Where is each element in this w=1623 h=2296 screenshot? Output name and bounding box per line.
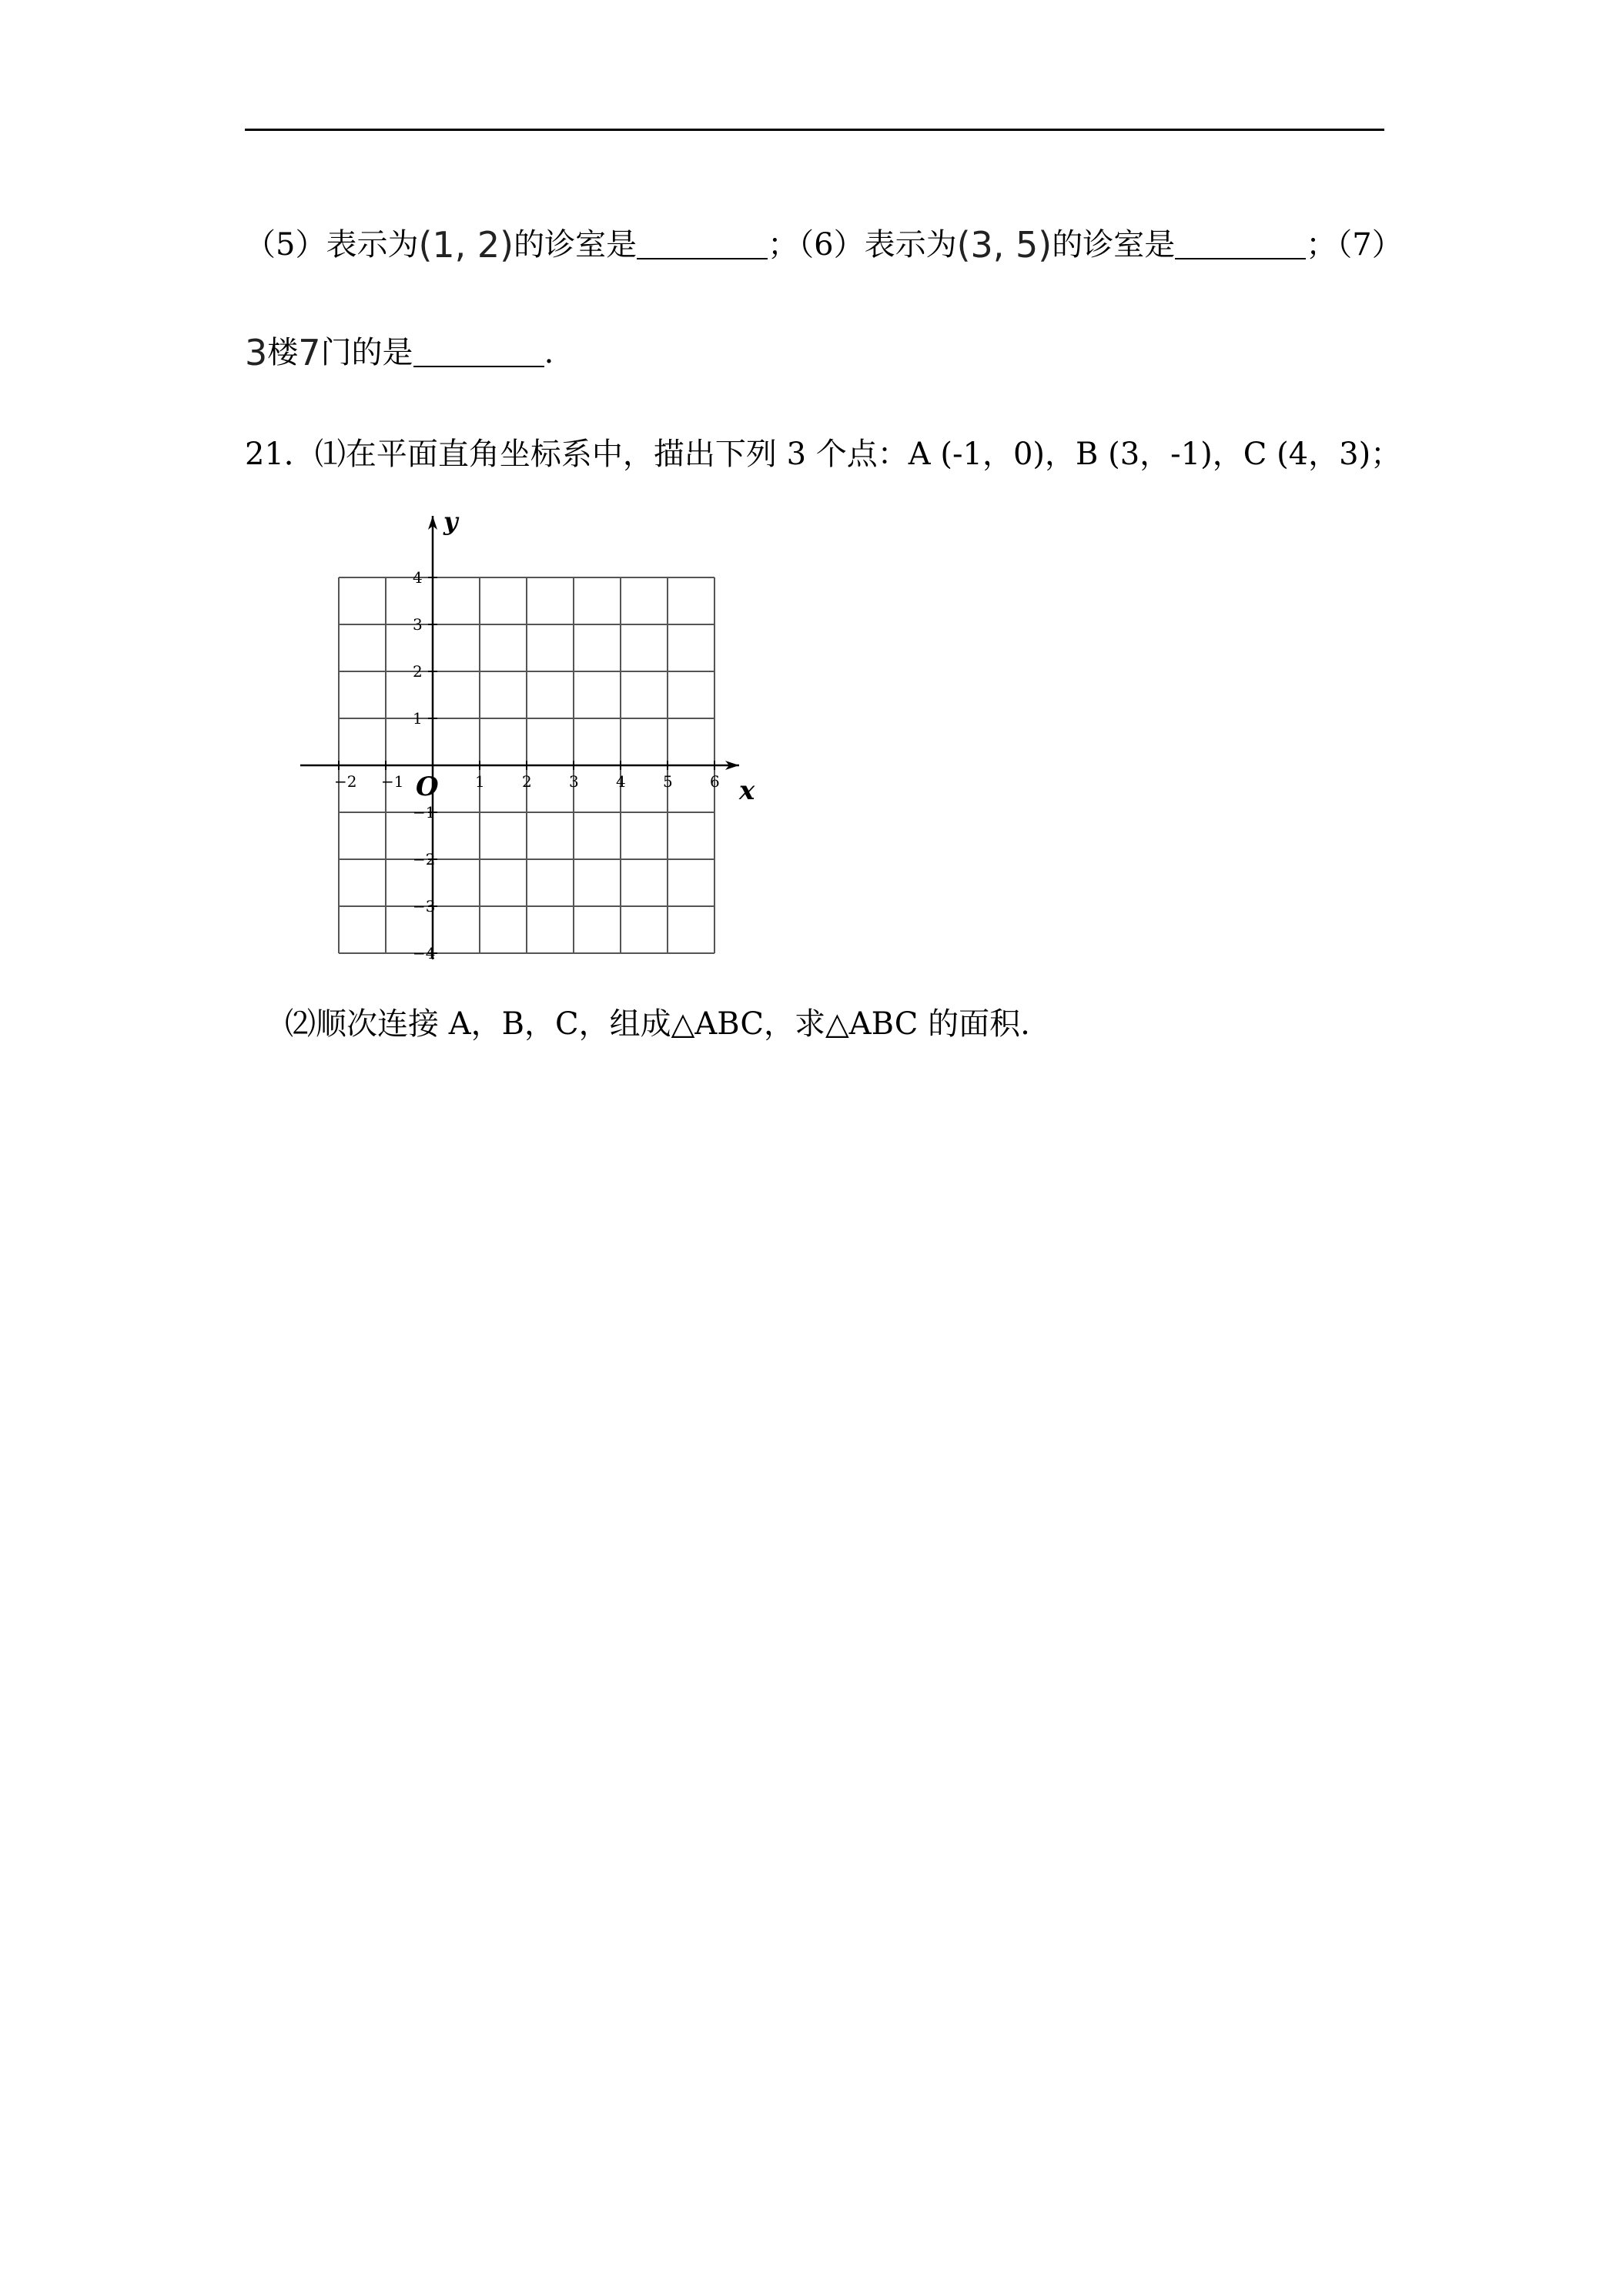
y-tick-label: 3 [413, 615, 423, 634]
part6-coord: (3, 5) [956, 224, 1052, 266]
separator-1: ； [768, 227, 799, 263]
q21-part1-text: ⑴在平面直角坐标系中，描出下列 3 个点：A (-1，0)，B (3，-1)，C (4，3)； [314, 437, 1402, 472]
y-tick-label: 2 [413, 662, 423, 681]
separator-2: ； [1306, 227, 1337, 263]
axes [300, 516, 739, 959]
part7-floor-number: 3 [245, 332, 268, 373]
q21-part1 [245, 431, 1401, 477]
answer-blank-6[interactable] [1175, 226, 1306, 259]
part7-suffix: 门的是 [320, 335, 413, 370]
y-tick-label: 1 [413, 709, 423, 728]
part7-label: （7） [1337, 227, 1403, 263]
x-tick-label: −2 [334, 772, 357, 791]
y-tick-label: 4 [413, 568, 423, 587]
line-end: . [544, 335, 554, 370]
y-tick-label: −2 [413, 850, 436, 869]
answer-blank-7[interactable] [413, 333, 544, 367]
part7-floor-word: 楼 [267, 335, 299, 370]
q20-line-1 [245, 222, 1403, 268]
y-tick-label: −3 [413, 897, 436, 915]
q21-part2: ⑵顺次连接 A，B，C，组成△ABC，求△ABC 的面积. [285, 1006, 1030, 1042]
part7-door-number: 7 [298, 332, 321, 373]
header-rule [245, 129, 1384, 131]
x-tick-label: 4 [616, 772, 626, 791]
q20-line-2 [245, 330, 554, 376]
x-tick-label: −1 [381, 772, 404, 791]
part5-suffix: 的诊室是 [514, 227, 637, 263]
part5-coord: (1, 2) [418, 224, 514, 266]
x-tick-label: 1 [475, 772, 485, 791]
x-tick-label: 5 [663, 772, 673, 791]
origin-label: O [416, 771, 439, 802]
x-axis-label: x [739, 775, 755, 806]
x-tick-label: 2 [522, 772, 532, 791]
y-tick-label: −1 [413, 803, 436, 822]
coordinate-grid [293, 508, 770, 970]
x-tick-label: 6 [710, 772, 720, 791]
part5-prefix: （5）表示为 [245, 227, 419, 263]
coordinate-grid-svg [293, 508, 770, 970]
q21-number: 21． [245, 437, 315, 472]
y-axis-label: y [443, 508, 458, 536]
y-tick-label: −4 [413, 944, 436, 962]
part6-prefix: （6）表示为 [798, 227, 957, 263]
part6-suffix: 的诊室是 [1052, 227, 1176, 263]
x-tick-label: 3 [569, 772, 579, 791]
answer-blank-5[interactable] [637, 226, 768, 259]
